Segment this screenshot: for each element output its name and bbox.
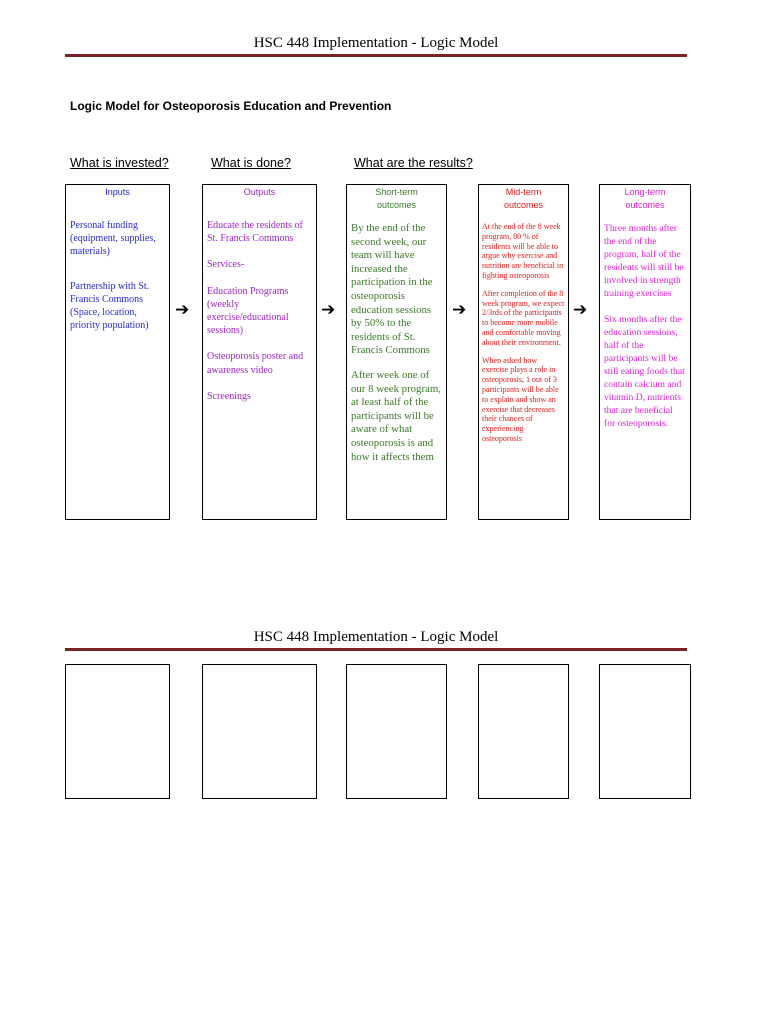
blank-long-term-box: [599, 664, 691, 799]
long-term-paragraph: Six months after the education sessions, half of the participants will be still eating foods that contain calcium and vitamin D, nutrients that are beneficial for osteoporosis.: [604, 313, 685, 430]
mid-term-paragraph: After completion of the 8 week program, we expect 2/3rds of the participants to become more mobile and comfortable moving about their environment.: [482, 288, 565, 347]
outputs-paragraph: Osteoporosis poster and awareness video: [207, 351, 304, 376]
right-arrow-icon: ➔: [175, 300, 190, 320]
mid-term-paragraph: At the end of the 8 week program, 80 % of residents will be able to argue why exercise and nutrition are beneficial in fighting osteoporosis: [482, 222, 564, 280]
mid-term-box-title: Mid-term outcomes: [503, 187, 544, 210]
inputs-paragraph: Personal funding (equipment, supplies, materials): [70, 220, 156, 258]
header-rule-bottom: [65, 648, 687, 651]
mid-term-paragraph: When asked how exercise plays a role in osteoporosis, 1 out of 3 participants will be able to explain and show an exercise that decreases their chances of experiencing osteoporosis: [482, 355, 559, 443]
outputs-box-title: Outputs: [243, 187, 276, 197]
header-rule-top: [65, 54, 687, 57]
outputs-paragraph: Services-: [207, 259, 245, 271]
short-term-paragraph: By the end of the second week, our team will have increased the participation in the osteoporosis education sessions by 50% to the residents of St. Francis Commons: [351, 222, 433, 357]
long-term-outcomes-box: [599, 184, 691, 520]
column-heading-invested: What is invested?: [70, 156, 169, 170]
page-title-bottom: HSC 448 Implementation - Logic Model: [253, 629, 499, 645]
blank-outputs-box: [202, 664, 317, 799]
blank-mid-term-box: [478, 664, 569, 799]
blank-short-term-box: [346, 664, 447, 799]
short-term-box-title: Short-term outcomes: [375, 187, 418, 210]
right-arrow-icon: ➔: [321, 300, 336, 320]
outputs-paragraph: Screenings: [207, 390, 251, 402]
short-term-paragraph: After week one of our 8 week program, at least half of the participants will be aware of what osteoporosis is and how it affects them: [351, 368, 441, 463]
mid-term-outcomes-box: [478, 184, 569, 520]
outputs-paragraph: Education Programs (weekly exercise/educational sessions): [207, 285, 289, 337]
column-heading-results: What are the results?: [354, 156, 473, 170]
document-subtitle: Logic Model for Osteoporosis Education and Prevention: [70, 99, 392, 113]
short-term-outcomes-box: [346, 184, 447, 520]
right-arrow-icon: ➔: [573, 300, 588, 320]
inputs-box: [65, 184, 170, 520]
inputs-box-title: Inputs: [105, 187, 130, 197]
inputs-paragraph: Partnership with St. Francis Commons (Space, location, priority population): [70, 280, 150, 332]
long-term-paragraph: Three months after the end of the program, half of the residents will still be involved in strength training exercises: [604, 223, 684, 300]
outputs-paragraph: Educate the residents of St. Francis Commons: [207, 220, 303, 245]
long-term-box-title: Long-term outcomes: [624, 187, 666, 210]
right-arrow-icon: ➔: [452, 300, 467, 320]
column-heading-done: What is done?: [211, 156, 291, 170]
blank-inputs-box: [65, 664, 170, 799]
outputs-box: [202, 184, 317, 520]
page-title-top: HSC 448 Implementation - Logic Model: [253, 35, 499, 51]
